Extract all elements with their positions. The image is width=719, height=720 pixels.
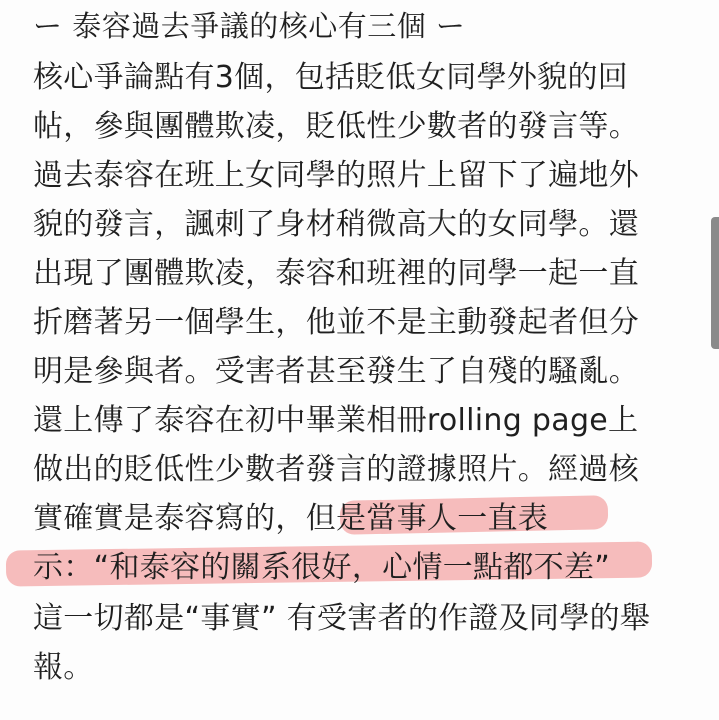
text-line: 出現了團體欺凌，泰容和班裡的同學一起一直 (33, 256, 639, 291)
text-line: 帖，參與團體欺凌，貶低性少數者的發言等。 (33, 109, 639, 144)
section-title: ー 泰容過去爭議的核心有三個 ー (33, 9, 466, 43)
text-line: 明是參與者。受害者甚至發生了自殘的騷亂。 (33, 354, 639, 389)
text-line: 報。 (33, 650, 94, 685)
text-line: 這一切都是“事實” 有受害者的作證及同學的舉 (33, 601, 651, 636)
text-line: 貌的發言，諷刺了身材稍微高大的女同學。還 (33, 207, 639, 242)
text-line: 示：“和泰容的關系很好，心情一點都不差” (33, 550, 611, 585)
text-line: 核心爭論點有3個，包括貶低女同學外貌的回 (33, 60, 629, 95)
text-line: 過去泰容在班上女同學的照片上留下了遍地外 (33, 158, 639, 193)
text-line: 做出的貶低性少數者發言的證據照片。經過核 (33, 452, 639, 487)
text-line: 折磨著另一個學生，他並不是主動發起者但分 (33, 305, 639, 340)
text-line: 還上傳了泰容在初中畢業相冊rolling page上 (33, 403, 639, 438)
text-line: 實確實是泰容寫的，但是當事人一直表 (33, 501, 549, 536)
scrollbar-thumb[interactable] (711, 217, 719, 349)
